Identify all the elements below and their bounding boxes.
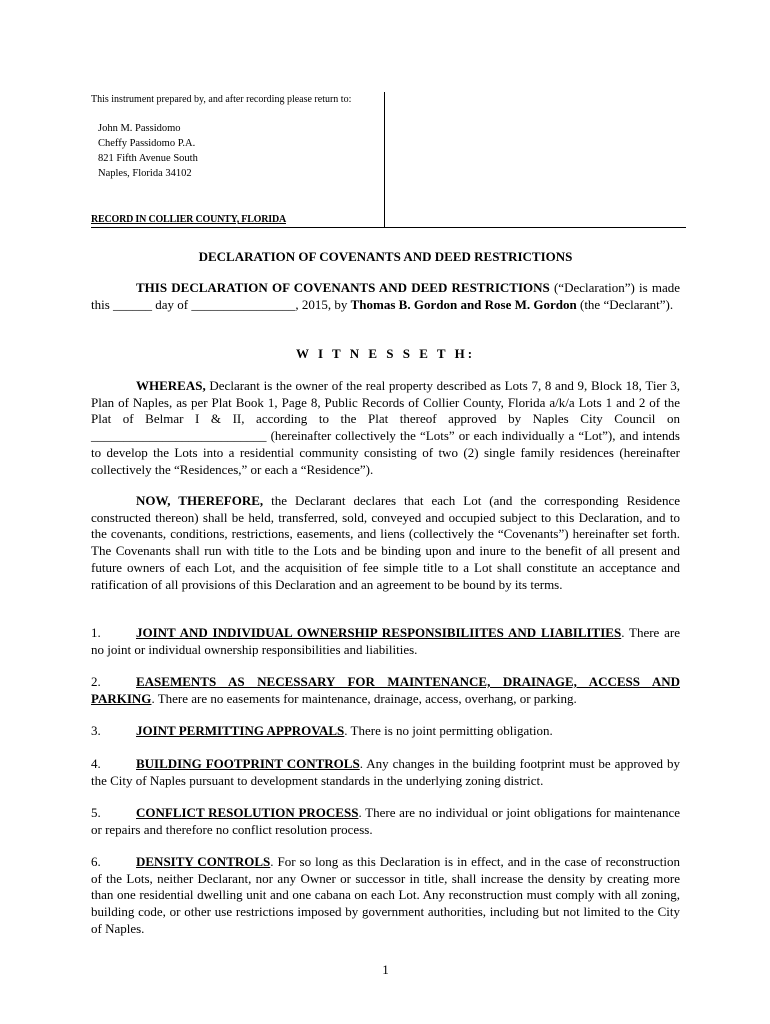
declarant-names: Thomas B. Gordon and Rose M. Gordon <box>350 296 577 312</box>
address-line: Cheffy Passidomo P.A. <box>98 138 196 149</box>
section-text: . There are no easements for maintenance, drainage, access, overhang, or parking. <box>151 690 577 706</box>
intro-paragraph <box>91 280 680 313</box>
section-3 <box>91 723 680 740</box>
intro-lead: THIS DECLARATION OF COVENANTS AND DEED RESTRICTIONS <box>136 280 550 295</box>
header-vertical-rule <box>384 92 385 228</box>
section-number: 2. <box>91 674 101 689</box>
section-heading: CONFLICT RESOLUTION PROCESS <box>136 805 359 820</box>
section-2 <box>91 674 680 707</box>
whereas-paragraph <box>91 378 680 478</box>
record-county-line: RECORD IN COLLIER COUNTY, FLORIDA <box>91 214 287 225</box>
section-number: 6. <box>91 854 101 869</box>
whereas-text: Declarant is the owner of the real property described as Lots 7, 8 and 9, Block 18, Tier 3, Plan of Naples, as per Plat Book 1, Page 8, Public Records of Collier County, Florida a/k/a Lots 1 and 2 of the Plat of Belmar I & II, according to the Plat thereof approved by Naples City Council on ___________________________ (hereinafter collectively the “Lots” or each individually a “Lot”), and intends to develop the Lots into a residential community consisting of two (2) single family residences (hereinafter collectively the “Residences,” or each a “Residence”). <box>91 378 680 477</box>
section-number: 3. <box>91 723 101 738</box>
section-heading: DENSITY CONTROLS <box>136 854 271 869</box>
section-number: 4. <box>91 756 101 771</box>
section-text: . Any changes in the building footprint must be approved by the City of Naples pursuant to development standards in the underlying zoning district. <box>91 756 680 788</box>
section-heading: JOINT AND INDIVIDUAL OWNERSHIP RESPONSIBILIITES AND LIABILITIES <box>136 625 622 640</box>
section-5 <box>91 805 680 838</box>
section-text: . For so long as this Declaration is in effect, and in the case of reconstruction of the Lots, neither Declarant, nor any Owner or successor in title, shall increase the density by creating more than one residential dwelling unit and one cabana on each Lot. Any reconstruction must comply with all zoning, building code, or other use restrictions imposed by government authorities, including but not limited to the City of Naples. <box>91 854 680 936</box>
now-therefore-paragraph <box>91 493 680 593</box>
section-4 <box>91 756 680 789</box>
address-line: John M. Passidomo <box>98 123 181 134</box>
prepared-by-line: This instrument prepared by, and after recording please return to: <box>91 94 352 105</box>
section-1 <box>91 625 680 658</box>
return-address <box>98 121 198 181</box>
section-text: . There are no joint or individual ownership responsibilities and liabilities. <box>91 625 680 657</box>
now-therefore-lead: NOW, THEREFORE, <box>136 493 264 508</box>
section-text: . There is no joint permitting obligation. <box>344 723 553 738</box>
section-number: 1. <box>91 625 101 640</box>
section-text: . There are no individual or joint obligations for maintenance or repairs and therefore no conflict resolution process. <box>91 805 680 837</box>
section-6 <box>91 854 680 938</box>
header-horizontal-rule <box>91 227 686 228</box>
whereas-lead: WHEREAS, <box>136 378 206 393</box>
section-heading: JOINT PERMITTING APPROVALS <box>136 723 345 738</box>
intro-text-end: (the “Declarant”). <box>576 296 674 312</box>
intro-text: (“Declaration”) is made this ______ day of ________________, 2015, by <box>91 280 681 312</box>
page-number: 1 <box>382 962 389 977</box>
document-title: DECLARATION OF COVENANTS AND DEED RESTRICTIONS <box>198 249 573 264</box>
address-line: Naples, Florida 34102 <box>98 168 192 179</box>
address-line: 821 Fifth Avenue South <box>98 153 198 164</box>
section-heading: BUILDING FOOTPRINT CONTROLS <box>136 756 360 771</box>
section-number: 5. <box>91 805 101 820</box>
section-heading: EASEMENTS AS NECESSARY FOR MAINTENANCE, DRAINAGE, ACCESS AND PARKING <box>91 674 680 706</box>
now-therefore-text: the Declarant declares that each Lot (and the corresponding Residence constructed thereon) shall be held, transferred, sold, conveyed and occupied subject to this Declaration, and to the covenants, conditions, restrictions, easements, and liens (collectively the “Covenants”) hereinafter set forth. The Covenants shall run with title to the Lots and be binding upon and inure to the benefit of all present and future owners of each Lot, and the acquisition of fee simple title to a Lot shall constitute an acceptance and ratification of all provisions of this Declaration and an agreement to be bound by its terms. <box>91 493 680 592</box>
witnesseth-heading: W I T N E S S E T H: <box>295 346 476 361</box>
